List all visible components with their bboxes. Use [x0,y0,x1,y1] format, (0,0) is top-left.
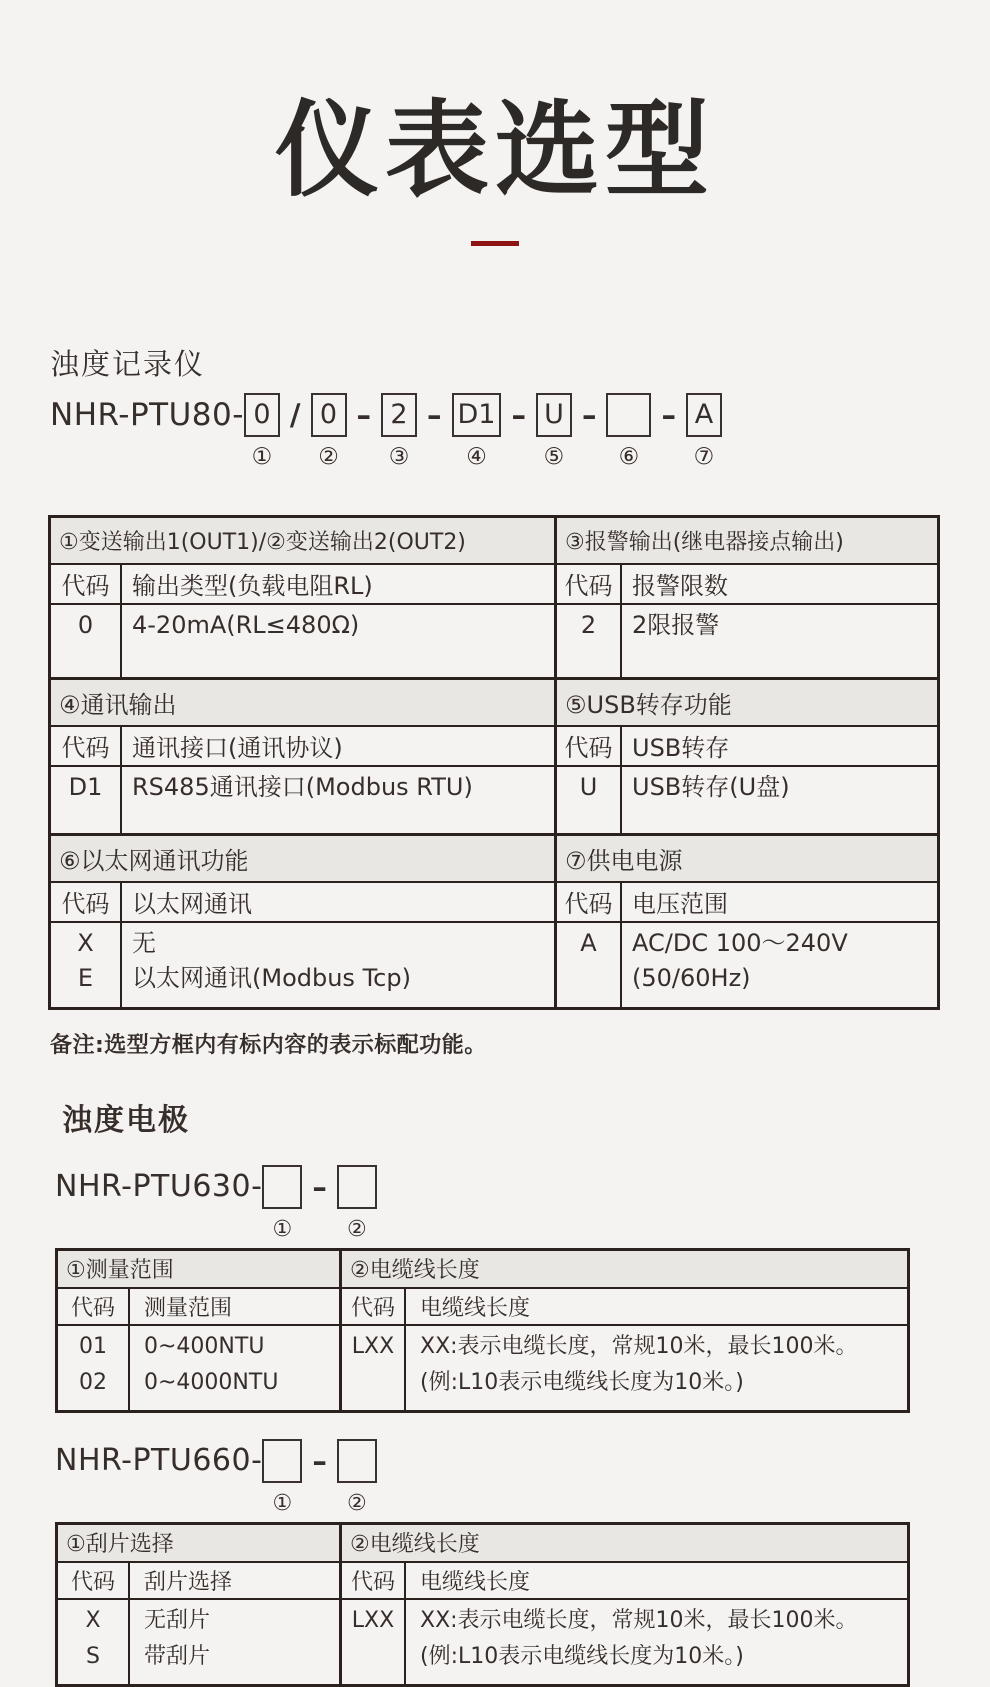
slot-number: ② [347,1216,367,1242]
ptu630-model-code-line [55,1165,990,1243]
model-prefix: NHR-PTU80- [50,396,244,433]
column-header: 刮片选择 [144,1569,233,1595]
desc-cell: 2限报警 [632,610,720,639]
model-slot-box: 0 [244,393,280,437]
column-header: 测量范围 [144,1295,233,1321]
model-separator: – [511,397,526,432]
desc-cell: RS485通讯接口(Modbus RTU) [132,772,473,801]
model-slot-box: 2 [381,393,417,437]
model-slot-box-empty [337,1165,377,1209]
desc-cell: 4-20mA(RL≤480Ω) [132,610,360,639]
page-title: 仪表选型 [274,89,715,211]
code-cell: X [85,1607,101,1633]
ptu660-selection-table [55,1522,910,1687]
slot-number: ① [272,1216,293,1242]
column-header: 电缆线长度 [420,1295,531,1321]
column-header: 报警限数 [632,572,728,601]
table-section-outputs [51,518,937,677]
desc-cell: (例:L10表示电缆线长度为10米。) [420,1643,744,1669]
section-title: ②电缆线长度 [342,1525,907,1563]
code-cell: D1 [68,772,103,801]
code-cell [342,1639,404,1675]
model-prefix: NHR-PTU630- [55,1169,263,1205]
desc-cell: 0~4000NTU [144,1369,279,1395]
column-header: 电压范围 [632,890,728,919]
desc-cell: (例:L10表示电缆线长度为10米。) [420,1369,744,1395]
section-title: ⑥以太网通讯功能 [51,836,554,883]
model-separator: – [312,1169,327,1204]
section-title: ④通讯输出 [51,680,554,727]
ptu630-selection-table [55,1248,910,1413]
table-section-comm-usb [51,677,937,833]
code-header: 代码 [51,565,122,603]
code-header: 代码 [557,727,622,765]
slot-number: ① [272,1490,293,1516]
desc-cell: 无刮片 [144,1607,211,1633]
model-slot-2 [311,393,347,471]
title-accent-dash [471,241,519,246]
desc-cell: 以太网通讯(Modbus Tcp) [132,963,411,992]
code-cell [342,1365,404,1401]
model-slot-box-empty [262,1165,302,1209]
model-slot-5 [536,393,572,471]
model-slot-box-empty [262,1439,302,1483]
desc-cell: 无 [132,928,156,957]
code-header: 代码 [557,883,622,921]
desc-cell: 带刮片 [144,1643,211,1669]
column-header: 以太网通讯 [132,890,252,919]
code-header: 代码 [58,1289,130,1324]
section-title: ⑤USB转存功能 [557,680,937,727]
column-header: 电缆线长度 [420,1569,531,1595]
recorder-section-heading: 浊度记录仪 [50,346,206,381]
model-slot-3 [381,393,417,471]
code-cell: E [77,963,94,992]
model-slot-box: A [686,393,722,437]
model-slot-4 [452,393,502,471]
desc-cell: USB转存(U盘) [632,772,790,801]
model-slot-box-empty [337,1439,377,1483]
model-slot-1 [244,393,280,471]
slot-number: ⑦ [693,443,715,470]
slot-number: ② [347,1490,367,1516]
desc-cell: XX:表示电缆长度，常规10米，最长100米。 [420,1333,858,1359]
code-header: 代码 [51,727,122,765]
code-cell: S [86,1643,100,1669]
selection-note: 备注:选型方框内有标内容的表示标配功能。 [50,1032,487,1058]
model-slot-box-empty [606,393,651,437]
model-separator: – [581,397,597,432]
model-slot-6 [606,393,651,471]
model-slot-box: U [536,393,572,437]
desc-cell: XX:表示电缆长度，常规10米，最长100米。 [420,1607,858,1633]
desc-cell: 0~400NTU [144,1333,265,1359]
section-title: ⑦供电电源 [557,836,937,883]
code-header: 代码 [557,565,622,603]
code-cell: U [579,772,598,801]
model-separator: – [356,397,372,432]
code-cell: LXX [351,1607,395,1633]
model-slot-box: D1 [452,393,502,437]
desc-cell: AC/DC 100～240V [632,928,848,957]
code-cell: 01 [79,1333,107,1359]
slot-number: ① [251,443,273,470]
section-title: ①刮片选择 [58,1525,339,1563]
ptu660-model-code-line [55,1439,990,1517]
model-separator: / [289,397,301,432]
column-header: 输出类型(负载电阻RL) [132,572,373,601]
recorder-model-code-line [50,393,990,471]
model-separator: – [427,397,442,432]
code-cell: 2 [580,610,597,639]
code-cell: 0 [77,610,94,639]
code-header: 代码 [51,883,122,921]
code-cell: LXX [351,1333,395,1359]
section-title: ①测量范围 [58,1251,339,1289]
model-prefix: NHR-PTU660- [55,1443,263,1479]
model-slot-box: 0 [311,393,347,437]
model-slot-1 [262,1165,302,1243]
model-slot-2 [337,1439,377,1517]
table-section-ethernet-power [51,833,937,1007]
section-title: ②电缆线长度 [342,1251,907,1289]
desc-cell: (50/60Hz) [632,963,751,992]
code-header: 代码 [342,1289,406,1324]
column-header: 通讯接口(通讯协议) [132,734,343,763]
electrode-section-heading: 浊度电极 [62,1102,190,1138]
code-cell: X [77,928,94,957]
slot-number: ⑤ [543,443,565,470]
slot-number: ② [318,443,339,470]
code-cell: A [580,928,597,957]
code-header: 代码 [58,1563,130,1598]
model-slot-1 [262,1439,302,1517]
slot-number: ③ [388,443,410,470]
slot-number: ⑥ [618,443,640,470]
model-separator: – [312,1443,327,1478]
model-slot-7 [686,393,722,471]
section-title: ①变送输出1(OUT1)/②变送输出2(OUT2) [51,518,554,565]
model-separator: – [661,397,676,432]
code-header: 代码 [342,1563,406,1598]
slot-number: ④ [466,443,487,470]
recorder-selection-table [48,515,940,1010]
code-cell: 02 [79,1369,107,1395]
section-title: ③报警输出(继电器接点输出) [557,518,937,565]
code-cell [557,961,620,996]
column-header: USB转存 [632,734,730,763]
model-slot-2 [337,1165,377,1243]
